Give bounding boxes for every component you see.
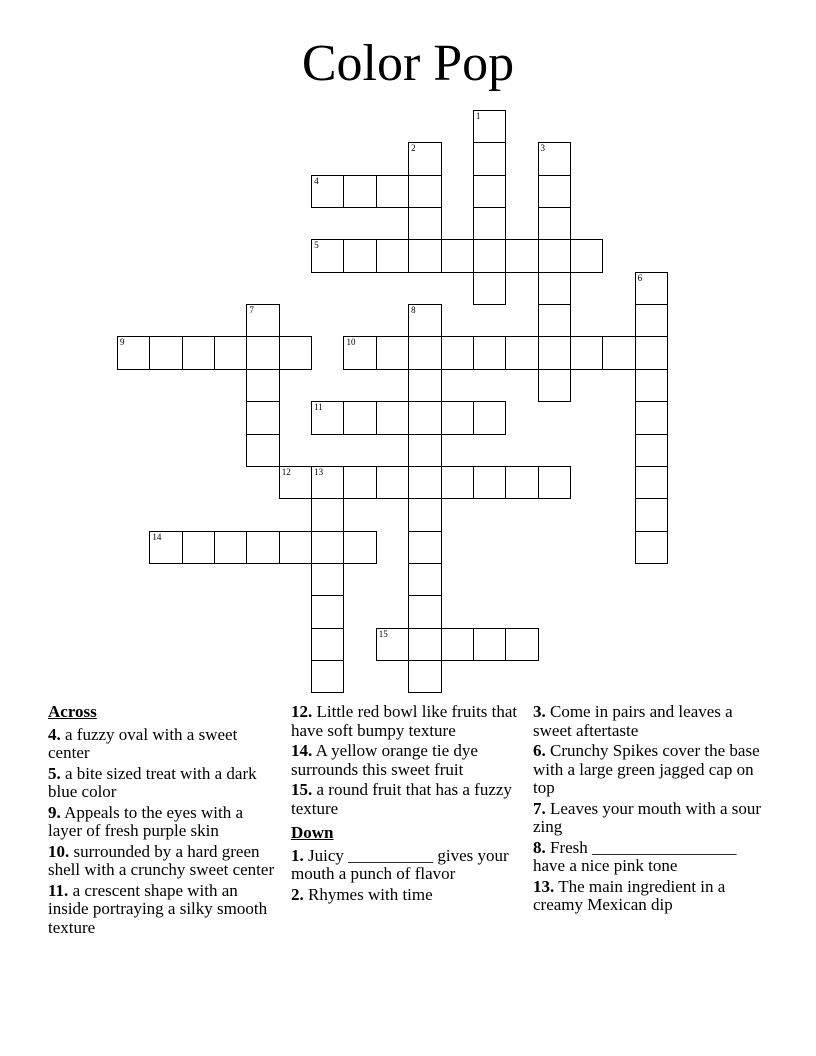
- grid-cell[interactable]: [441, 466, 474, 499]
- grid-cell[interactable]: [441, 628, 474, 661]
- grid-cell[interactable]: [570, 239, 603, 272]
- grid-cell[interactable]: [343, 336, 376, 369]
- grid-cell[interactable]: [473, 272, 506, 305]
- clue-number: 8.: [533, 837, 546, 857]
- grid-cell[interactable]: [311, 531, 344, 564]
- grid-cell[interactable]: [408, 369, 441, 402]
- clue-text: a crescent shape with an inside portraying a silky smooth texture: [48, 880, 268, 937]
- clue-text: Rhymes with time: [308, 884, 433, 904]
- clue-number-label: 11: [314, 402, 323, 413]
- grid-cell[interactable]: [343, 401, 376, 434]
- grid-cell[interactable]: [376, 401, 409, 434]
- grid-cell[interactable]: [408, 336, 441, 369]
- grid-cell[interactable]: [635, 434, 668, 467]
- grid-cell[interactable]: [473, 628, 506, 661]
- grid-cell[interactable]: [311, 466, 344, 499]
- grid-cell[interactable]: [343, 239, 376, 272]
- grid-cell[interactable]: [441, 401, 474, 434]
- clues-column-2: [291, 703, 521, 906]
- grid-cell[interactable]: [343, 175, 376, 208]
- grid-cell[interactable]: [311, 498, 344, 531]
- clue-across-11: [48, 882, 278, 938]
- grid-cell[interactable]: [376, 239, 409, 272]
- grid-cell[interactable]: [408, 175, 441, 208]
- down-heading: Down: [291, 823, 334, 842]
- clue-down-1: [291, 847, 521, 884]
- clue-number: 9.: [48, 802, 61, 822]
- clues-column-3: [533, 703, 763, 917]
- clue-across-10: [48, 843, 278, 880]
- grid-cell[interactable]: [311, 175, 344, 208]
- clue-down-8: [533, 839, 763, 876]
- grid-cell[interactable]: [473, 175, 506, 208]
- grid-cell[interactable]: [311, 595, 344, 628]
- clue-number-label: 13: [314, 466, 324, 477]
- clue-number: 2.: [291, 884, 304, 904]
- across-heading: Across: [48, 702, 97, 721]
- grid-cell[interactable]: [246, 336, 279, 369]
- grid-cell[interactable]: [408, 660, 441, 693]
- clue-text: a round fruit that has a fuzzy texture: [291, 780, 512, 818]
- clue-text: Fresh _________________ have a nice pink tone: [533, 837, 737, 875]
- clue-number: 7.: [533, 798, 546, 818]
- clue-text: Little red bowl like fruits that have soft bumpy texture: [291, 702, 518, 740]
- clue-number: 6.: [533, 741, 546, 760]
- clue-number: 15.: [291, 780, 313, 799]
- grid-cell[interactable]: [635, 466, 668, 499]
- clue-number: 1.: [291, 845, 304, 865]
- clue-across-12: [291, 703, 521, 740]
- grid-cell[interactable]: [538, 175, 571, 208]
- grid-cell[interactable]: [311, 401, 344, 434]
- clue-down-13: [533, 878, 763, 915]
- clue-across-9: [48, 804, 278, 841]
- grid-cell[interactable]: [635, 272, 668, 305]
- grid-cell[interactable]: [279, 336, 312, 369]
- grid-cell[interactable]: [635, 369, 668, 402]
- grid-cell[interactable]: [505, 628, 538, 661]
- grid-cell[interactable]: [311, 239, 344, 272]
- grid-cell[interactable]: [538, 304, 571, 337]
- grid-cell[interactable]: [343, 466, 376, 499]
- grid-cell[interactable]: [246, 401, 279, 434]
- grid-cell[interactable]: [473, 142, 506, 175]
- grid-cell[interactable]: [602, 336, 635, 369]
- grid-cell[interactable]: [538, 336, 571, 369]
- grid-cell[interactable]: [408, 304, 441, 337]
- clue-number-label: 5: [314, 240, 319, 251]
- grid-cell[interactable]: [473, 466, 506, 499]
- grid-cell[interactable]: [246, 531, 279, 564]
- clue-text: The main ingredient in a creamy Mexican dip: [533, 876, 726, 914]
- grid-cell[interactable]: [635, 498, 668, 531]
- puzzle-title: Color Pop: [301, 35, 515, 92]
- grid-cell[interactable]: [408, 434, 441, 467]
- clue-number: 10.: [48, 841, 70, 861]
- grid-cell[interactable]: [279, 531, 312, 564]
- clue-number-label: 2: [411, 143, 416, 154]
- grid-cell[interactable]: [279, 466, 312, 499]
- grid-cell[interactable]: [376, 336, 409, 369]
- grid-cell[interactable]: [408, 239, 441, 272]
- grid-cell[interactable]: [182, 336, 215, 369]
- grid-cell[interactable]: [408, 531, 441, 564]
- grid-cell[interactable]: [408, 142, 441, 175]
- grid-cell[interactable]: [570, 336, 603, 369]
- grid-cell[interactable]: [538, 239, 571, 272]
- clue-across-15: [291, 781, 521, 818]
- clue-across-5: [48, 765, 278, 802]
- clue-text: A yellow orange tie dye surrounds this sweet fruit: [291, 741, 478, 779]
- grid-cell[interactable]: [246, 304, 279, 337]
- grid-cell[interactable]: [408, 207, 441, 240]
- clue-number-label: 6: [637, 272, 643, 283]
- grid-cell[interactable]: [246, 434, 279, 467]
- grid-cell[interactable]: [473, 239, 506, 272]
- clue-text: surrounded by a hard green shell with a crunchy sweet center: [48, 841, 275, 879]
- grid-cell[interactable]: [311, 628, 344, 661]
- clue-number: 4.: [48, 724, 61, 744]
- grid-cell[interactable]: [635, 336, 668, 369]
- grid-cell[interactable]: [246, 369, 279, 402]
- clue-number: 12.: [291, 702, 313, 721]
- grid-cell[interactable]: [149, 336, 182, 369]
- grid-cell[interactable]: [214, 336, 247, 369]
- grid-cell[interactable]: [538, 142, 571, 175]
- grid-cell[interactable]: [376, 628, 409, 661]
- grid-cell[interactable]: [408, 595, 441, 628]
- clue-number-label: 8: [411, 305, 416, 316]
- grid-cell[interactable]: [311, 660, 344, 693]
- grid-cell[interactable]: [408, 563, 441, 596]
- grid-cell[interactable]: [408, 628, 441, 661]
- clues-column-1: [48, 703, 278, 939]
- clue-across-4: [48, 726, 278, 763]
- grid-cell[interactable]: [538, 272, 571, 305]
- grid-cell[interactable]: [538, 207, 571, 240]
- clue-down-6: [533, 742, 763, 798]
- clue-down-2: [291, 886, 521, 905]
- grid-cell[interactable]: [635, 304, 668, 337]
- clue-text: a bite sized treat with a dark blue color: [48, 763, 257, 801]
- clue-text: a fuzzy oval with a sweet center: [48, 724, 238, 762]
- grid-cell[interactable]: [505, 239, 538, 272]
- grid-cell[interactable]: [408, 401, 441, 434]
- clue-number-label: 9: [120, 337, 125, 348]
- clue-across-14: [291, 742, 521, 779]
- grid-cell[interactable]: [408, 466, 441, 499]
- grid-cell[interactable]: [473, 336, 506, 369]
- clue-down-7: [533, 800, 763, 837]
- grid-cell[interactable]: [149, 531, 182, 564]
- grid-cell[interactable]: [505, 336, 538, 369]
- clue-number-label: 1: [475, 111, 481, 121]
- clue-number: 11.: [48, 880, 69, 900]
- grid-cell[interactable]: [376, 175, 409, 208]
- clue-text: Juicy __________ gives your mouth a punch of flavor: [291, 845, 509, 883]
- grid-cell[interactable]: [473, 110, 506, 143]
- clue-number-label: 14: [152, 531, 162, 542]
- grid-cell[interactable]: [376, 466, 409, 499]
- grid-cell[interactable]: [311, 563, 344, 596]
- grid-cell[interactable]: [473, 207, 506, 240]
- clue-text: Appeals to the eyes with a layer of fresh purple skin: [48, 802, 243, 840]
- clue-number: 13.: [533, 876, 555, 896]
- grid-cell[interactable]: [505, 466, 538, 499]
- clue-number-label: 10: [346, 337, 356, 348]
- clue-number-label: 15: [378, 628, 388, 639]
- grid-cell[interactable]: [635, 531, 668, 564]
- clue-number: 5.: [48, 763, 61, 783]
- clue-down-3: [533, 703, 763, 740]
- grid-cell[interactable]: [214, 531, 247, 564]
- clue-number-label: 4: [314, 175, 319, 186]
- clue-number-label: 12: [281, 466, 291, 477]
- clue-number-label: 3: [540, 143, 546, 154]
- clue-number: 3.: [533, 702, 546, 721]
- grid-cell[interactable]: [182, 531, 215, 564]
- clue-number: 14.: [291, 741, 313, 760]
- grid-cell[interactable]: [635, 401, 668, 434]
- clue-number-label: 7: [249, 305, 254, 316]
- grid-cell[interactable]: [473, 401, 506, 434]
- clue-text: Leaves your mouth with a sour zing: [533, 798, 762, 836]
- grid-cell[interactable]: [117, 336, 150, 369]
- grid-cell[interactable]: [343, 531, 376, 564]
- grid-cell[interactable]: [538, 466, 571, 499]
- grid-cell[interactable]: [538, 369, 571, 402]
- grid-cell[interactable]: [408, 498, 441, 531]
- grid-cell[interactable]: [441, 336, 474, 369]
- clue-text: Come in pairs and leaves a sweet aftertaste: [533, 702, 733, 740]
- clue-text: Crunchy Spikes cover the base with a large green jagged cap on top: [533, 741, 760, 797]
- grid-cell[interactable]: [441, 239, 474, 272]
